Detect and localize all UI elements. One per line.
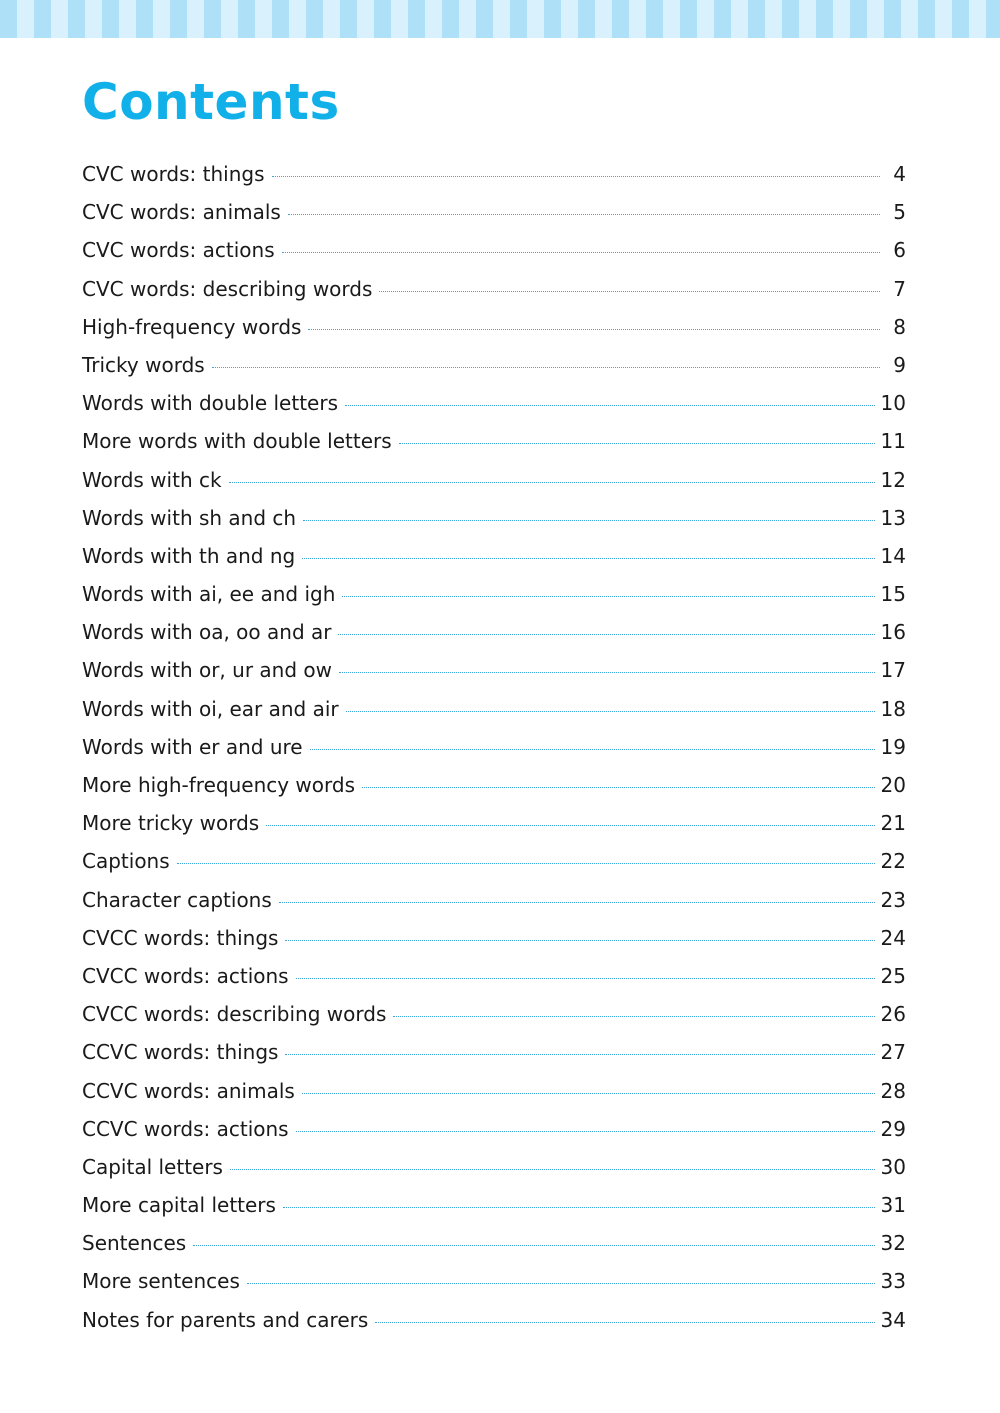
table-of-contents bbox=[82, 155, 906, 1339]
toc-entry[interactable] bbox=[82, 308, 906, 346]
toc-entry-page-number: 18 bbox=[880, 696, 906, 721]
toc-entry-title: CVCC words: things bbox=[82, 925, 279, 950]
dot-leader bbox=[303, 520, 874, 521]
toc-entry-title: CVCC words: actions bbox=[82, 963, 289, 988]
toc-entry[interactable] bbox=[82, 957, 906, 995]
toc-entry[interactable] bbox=[82, 804, 906, 842]
toc-entry[interactable] bbox=[82, 346, 906, 384]
toc-entry-title: Words with ai, ee and igh bbox=[82, 582, 336, 607]
dot-leader bbox=[272, 176, 880, 177]
toc-entry-title: High-frequency words bbox=[82, 314, 302, 339]
toc-entry-title: More sentences bbox=[82, 1269, 240, 1294]
toc-entry[interactable] bbox=[82, 1224, 906, 1262]
dot-leader bbox=[282, 252, 880, 253]
dot-leader bbox=[302, 558, 874, 559]
dot-leader bbox=[375, 1322, 874, 1323]
toc-entry-title: Character captions bbox=[82, 887, 272, 912]
toc-entry-title: Words with th and ng bbox=[82, 543, 296, 568]
dot-leader bbox=[177, 863, 875, 864]
dot-leader bbox=[308, 329, 880, 330]
toc-entry-title: CCVC words: things bbox=[82, 1040, 279, 1065]
toc-entry-title: Sentences bbox=[82, 1231, 187, 1256]
dot-leader bbox=[285, 1054, 874, 1055]
dot-leader bbox=[338, 634, 874, 635]
dot-leader bbox=[393, 1016, 874, 1017]
dot-leader bbox=[302, 1093, 875, 1094]
toc-entry[interactable] bbox=[82, 270, 906, 308]
toc-entry[interactable] bbox=[82, 995, 906, 1033]
toc-entry-page-number: 31 bbox=[880, 1193, 906, 1218]
toc-entry-title: Captions bbox=[82, 849, 170, 874]
dot-leader bbox=[339, 672, 875, 673]
toc-entry-page-number: 10 bbox=[880, 391, 906, 416]
toc-entry-title: More words with double letters bbox=[82, 429, 392, 454]
toc-entry[interactable] bbox=[82, 1072, 906, 1110]
dot-leader bbox=[296, 978, 875, 979]
dot-leader bbox=[362, 787, 875, 788]
toc-entry-title: Capital letters bbox=[82, 1154, 223, 1179]
toc-entry-page-number: 21 bbox=[880, 811, 906, 836]
toc-entry-page-number: 15 bbox=[880, 582, 906, 607]
toc-entry[interactable] bbox=[82, 461, 906, 499]
toc-entry-title: Words with oa, oo and ar bbox=[82, 620, 332, 645]
toc-entry[interactable] bbox=[82, 155, 906, 193]
toc-entry-page-number: 19 bbox=[880, 734, 906, 759]
toc-entry-title: Words with er and ure bbox=[82, 734, 303, 759]
toc-entry[interactable] bbox=[82, 728, 906, 766]
toc-entry-title: More high-frequency words bbox=[82, 773, 356, 797]
toc-entry-page-number: 12 bbox=[880, 467, 906, 492]
toc-entry[interactable] bbox=[82, 1110, 906, 1148]
toc-entry-page-number: 23 bbox=[880, 887, 906, 912]
toc-entry[interactable] bbox=[82, 499, 906, 537]
dot-leader bbox=[342, 596, 874, 597]
toc-entry[interactable] bbox=[82, 1148, 906, 1186]
dot-leader bbox=[379, 291, 880, 292]
toc-entry-page-number: 5 bbox=[893, 200, 906, 225]
toc-entry-page-number: 11 bbox=[880, 429, 906, 454]
toc-entry-page-number: 25 bbox=[880, 963, 906, 988]
toc-entry-page-number: 26 bbox=[880, 1002, 906, 1027]
dot-leader bbox=[247, 1283, 875, 1284]
dot-leader bbox=[346, 711, 875, 712]
dot-leader bbox=[399, 443, 875, 444]
toc-entry-page-number: 20 bbox=[880, 773, 906, 797]
toc-entry-page-number: 27 bbox=[880, 1040, 906, 1065]
toc-entry-title: CVCC words: describing words bbox=[82, 1002, 387, 1027]
dot-leader bbox=[193, 1245, 874, 1246]
toc-entry-title: Words with double letters bbox=[82, 391, 338, 416]
toc-entry[interactable] bbox=[82, 881, 906, 919]
toc-entry[interactable] bbox=[82, 613, 906, 651]
toc-entry-page-number: 28 bbox=[880, 1078, 906, 1103]
toc-entry-title: CVC words: animals bbox=[82, 200, 281, 225]
toc-entry-title: CVC words: things bbox=[82, 162, 265, 186]
toc-entry[interactable] bbox=[82, 766, 906, 804]
toc-entry[interactable] bbox=[82, 651, 906, 689]
toc-entry-title: More tricky words bbox=[82, 811, 260, 836]
toc-entry-page-number: 29 bbox=[880, 1116, 906, 1141]
toc-entry-page-number: 30 bbox=[880, 1154, 906, 1179]
toc-entry-title: Words with oi, ear and air bbox=[82, 696, 339, 721]
toc-entry[interactable] bbox=[82, 422, 906, 460]
toc-entry-page-number: 7 bbox=[893, 276, 906, 301]
toc-entry-title: Words with sh and ch bbox=[82, 505, 297, 530]
dot-leader bbox=[230, 1169, 875, 1170]
dot-leader bbox=[229, 482, 875, 483]
toc-entry-page-number: 9 bbox=[893, 352, 906, 377]
toc-entry-title: Notes for parents and carers bbox=[82, 1307, 369, 1332]
toc-entry-title: CVC words: actions bbox=[82, 238, 275, 263]
page-title: Contents bbox=[82, 73, 340, 131]
toc-entry-title: CCVC words: animals bbox=[82, 1078, 295, 1103]
toc-entry-page-number: 32 bbox=[880, 1231, 906, 1256]
toc-entry[interactable] bbox=[82, 1301, 906, 1339]
dot-leader bbox=[310, 749, 875, 750]
toc-entry-page-number: 34 bbox=[880, 1307, 906, 1332]
dot-leader bbox=[283, 1207, 875, 1208]
toc-entry-page-number: 16 bbox=[880, 620, 906, 645]
toc-entry[interactable] bbox=[82, 193, 906, 231]
toc-entry-page-number: 17 bbox=[880, 658, 906, 683]
toc-entry-title: Words with ck bbox=[82, 467, 222, 492]
toc-entry-page-number: 24 bbox=[880, 925, 906, 950]
toc-entry-page-number: 4 bbox=[893, 162, 906, 186]
toc-entry[interactable] bbox=[82, 1186, 906, 1224]
dot-leader bbox=[279, 902, 875, 903]
toc-entry-page-number: 6 bbox=[893, 238, 906, 263]
toc-entry-title: Tricky words bbox=[82, 352, 205, 377]
toc-entry-title: CCVC words: actions bbox=[82, 1116, 289, 1141]
toc-entry[interactable] bbox=[82, 575, 906, 613]
dot-leader bbox=[285, 940, 874, 941]
toc-entry-page-number: 8 bbox=[893, 314, 906, 339]
dot-leader bbox=[345, 405, 875, 406]
toc-entry[interactable] bbox=[82, 1033, 906, 1071]
dot-leader bbox=[296, 1131, 875, 1132]
toc-entry[interactable] bbox=[82, 842, 906, 880]
toc-entry[interactable] bbox=[82, 384, 906, 422]
toc-entry-page-number: 13 bbox=[880, 505, 906, 530]
toc-entry[interactable] bbox=[82, 537, 906, 575]
toc-entry[interactable] bbox=[82, 231, 906, 269]
toc-entry-title: Words with or, ur and ow bbox=[82, 658, 332, 683]
toc-entry-page-number: 33 bbox=[880, 1269, 906, 1294]
toc-entry[interactable] bbox=[82, 1262, 906, 1300]
toc-entry-page-number: 22 bbox=[880, 849, 906, 874]
toc-entry-page-number: 14 bbox=[880, 543, 906, 568]
toc-entry[interactable] bbox=[82, 919, 906, 957]
toc-entry-title: More capital letters bbox=[82, 1193, 276, 1218]
toc-entry[interactable] bbox=[82, 690, 906, 728]
dot-leader bbox=[212, 367, 880, 368]
decorative-top-stripe bbox=[0, 0, 1000, 38]
dot-leader bbox=[266, 825, 874, 826]
dot-leader bbox=[288, 214, 880, 215]
toc-entry-title: CVC words: describing words bbox=[82, 276, 373, 301]
